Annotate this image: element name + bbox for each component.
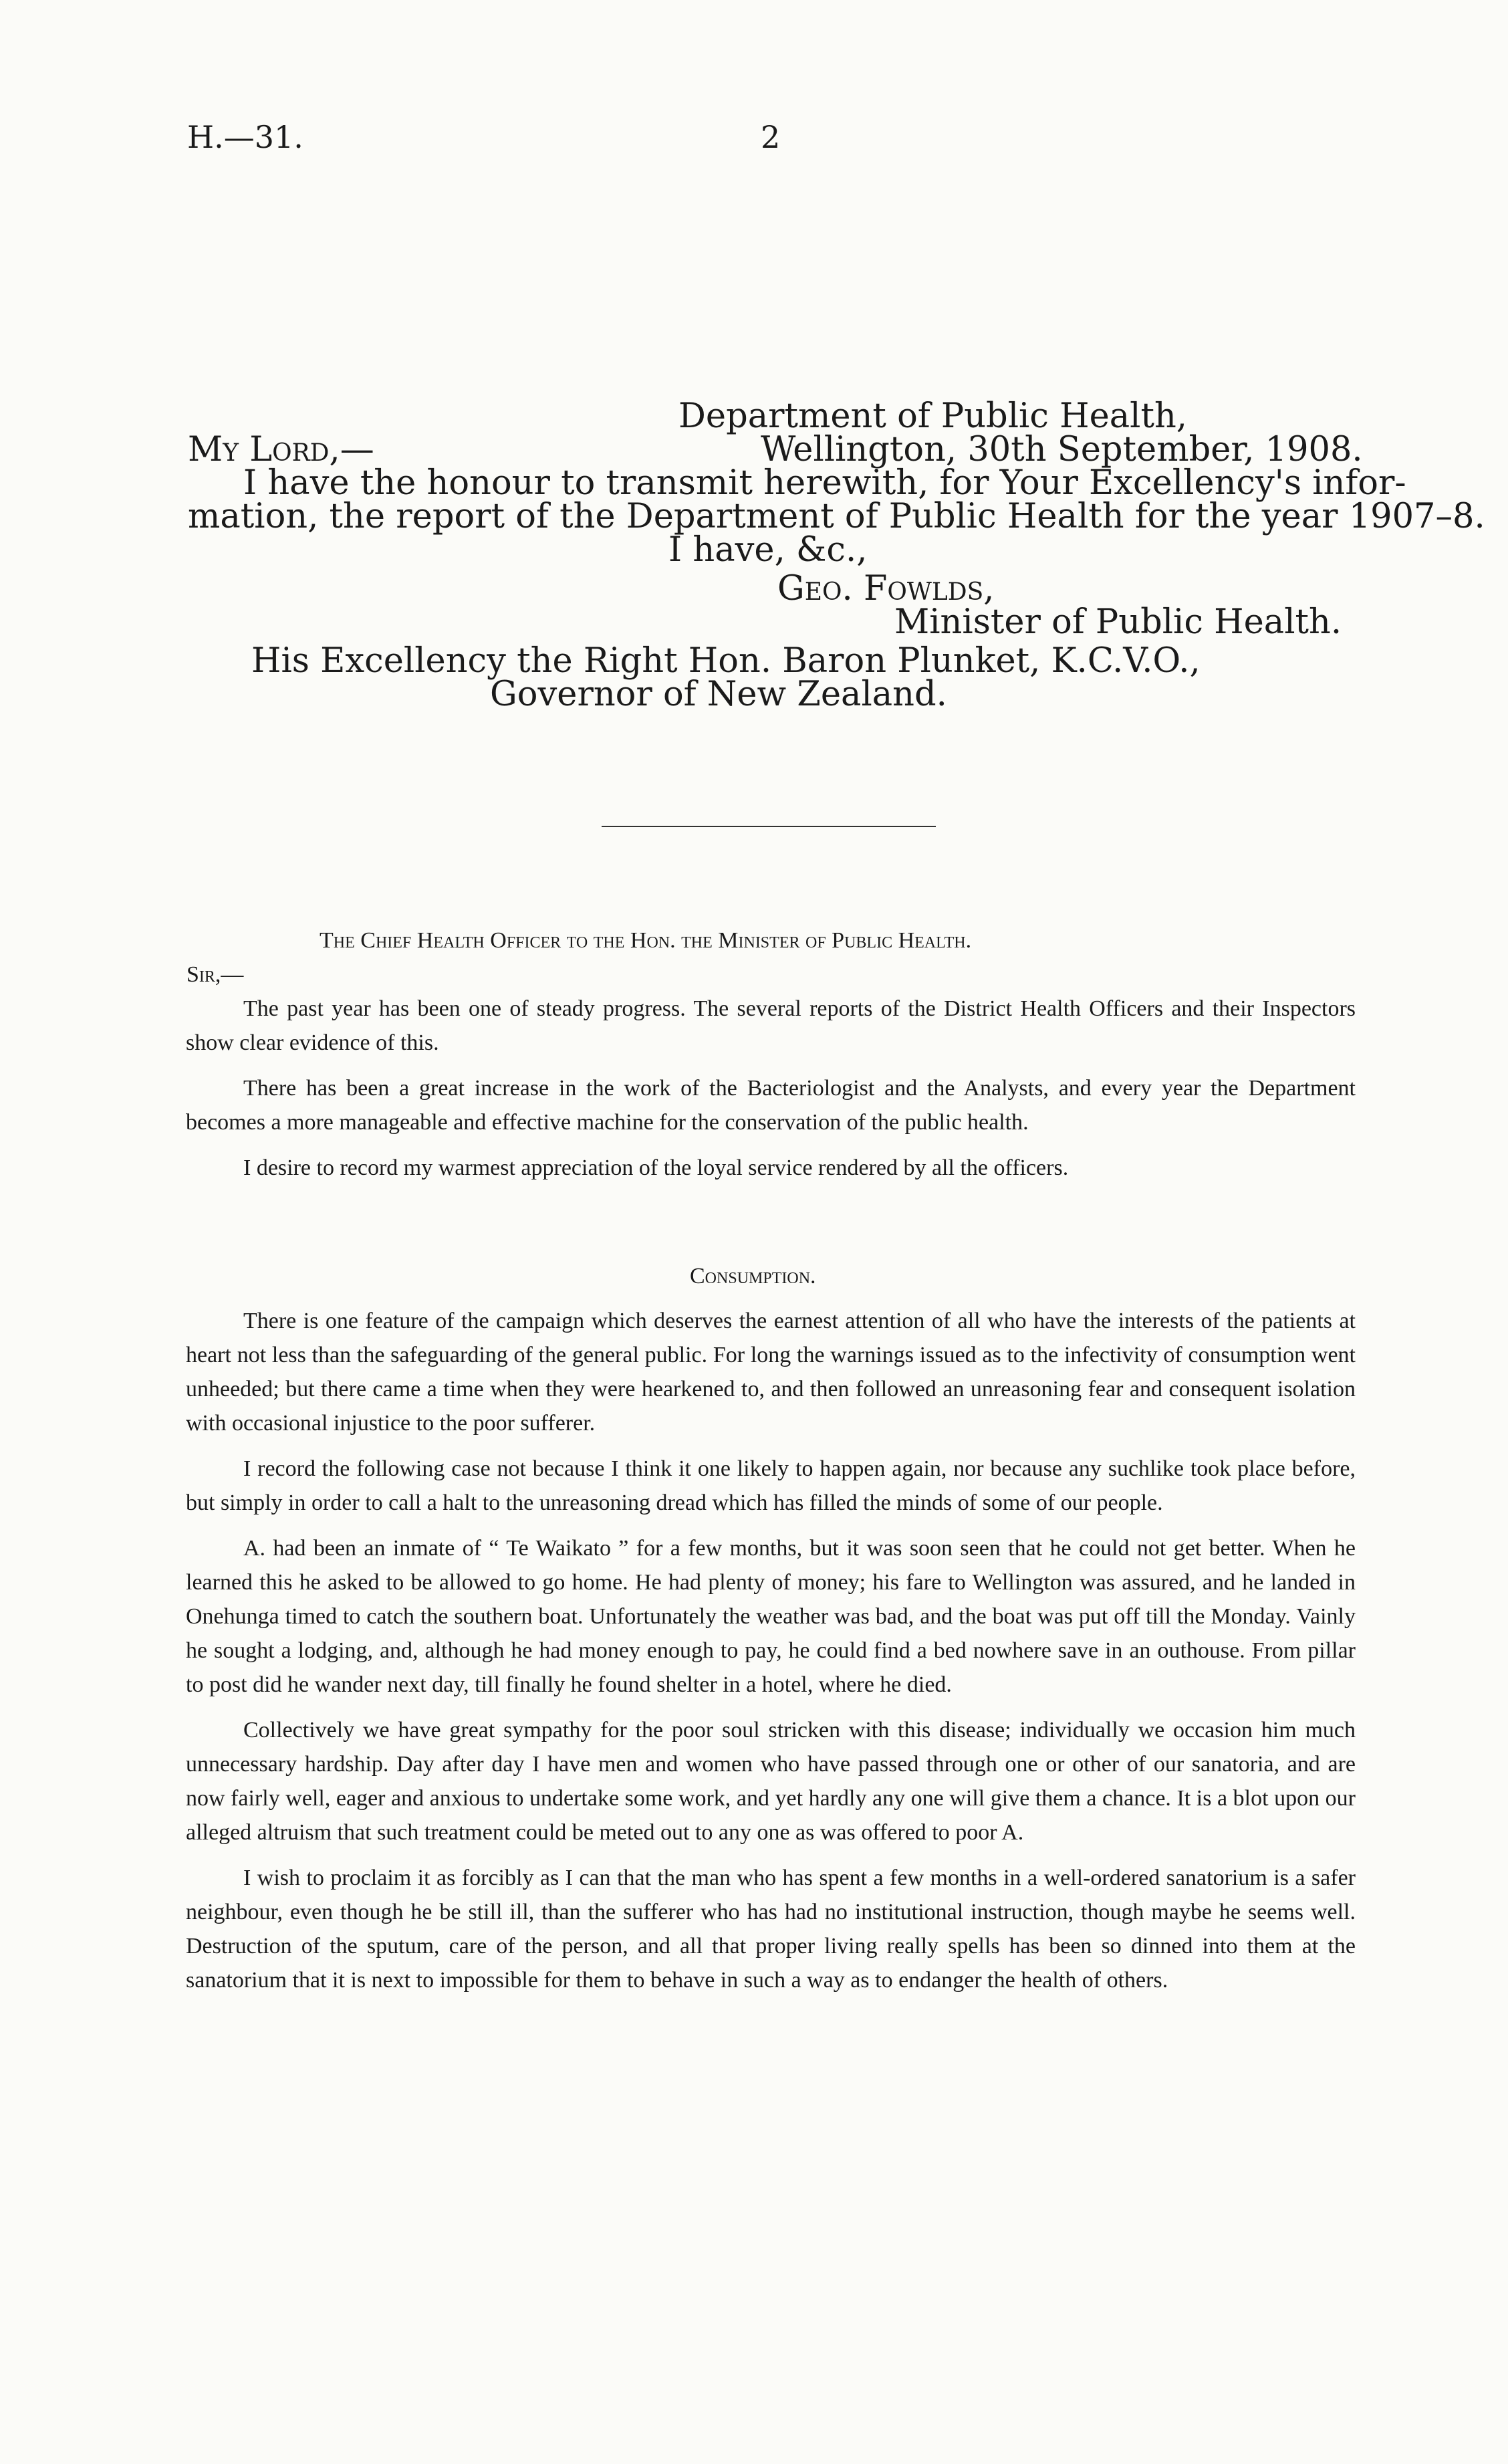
letter-addressee-title: Governor of New Zealand. [490, 675, 947, 714]
letter-addressee: His Excellency the Right Hon. Baron Plunket, K.C.V.O., [251, 641, 1201, 681]
letter-signature: Geo. Fowlds, [777, 569, 995, 608]
letter-line-2: mation, the report of the Department of Public Health for the year 1907–8. [188, 497, 1485, 536]
letter-salutation: My Lord,— [188, 430, 374, 469]
report-salutation: Sir,— [186, 962, 244, 987]
section-divider [602, 826, 936, 827]
letter-signature-title: Minister of Public Health. [894, 602, 1342, 642]
page-number: 2 [761, 119, 781, 155]
paragraph: There is one feature of the campaign which deserves the earnest attention of all who have the interests of the patients at heart not less than the safeguarding of the general public. For long the warnings issued as to the infectivity of consumption went unheeded; but there came a time when they were hearkened to, and then followed an unreasoning fear and consequent isolation with occasional injustice to the poor sufferer. [186, 1309, 1356, 1436]
section-heading: Consumption. [690, 1264, 816, 1289]
letter-line-1: I have the honour to transmit herewith, for Your Excellency's infor- [243, 463, 1406, 503]
report-intro [186, 992, 1356, 1196]
consumption-section [186, 1304, 1356, 2009]
paragraph: The past year has been one of steady progress. The several reports of the District Health Officers and their Inspectors show clear evidence of this. [186, 996, 1356, 1055]
paragraph: Collectively we have great sympathy for the poor soul stricken with this disease; individually we occasion him much unnecessary hardship. Day after day I have men and women who have passed through one or other of our sanatoria, and are now fairly well, eager and anxious to undertake some work, and yet hardly any one will give them a chance. It is a blot upon our alleged altruism that such treatment could be meted out to any one as was offered to poor A. [186, 1718, 1356, 1845]
paragraph: A. had been an inmate of “ Te Waikato ” for a few months, but it was soon seen that he could not get better. When he learned this he asked to be allowed to go home. He had plenty of money; his fare to Wellington was assured, and he landed in Onehunga timed to catch the southern boat. Unfortunately the weather was bad, and the boat was put off till the Monday. Vainly he sought a lodging, and, although he had money enough to pay, he could find a bed nowhere save in an outhouse. From pillar to post did he wander next day, till finally he found shelter in a hotel, where he died. [186, 1536, 1356, 1697]
paragraph: I record the following case not because I think it one likely to happen again, nor because any suchlike took place before, but simply in order to call a halt to the unreasoning dread which has filled the minds of some of our people. [186, 1456, 1356, 1515]
report-heading: The Chief Health Officer to the Hon. the Minister of Public Health. [320, 928, 972, 953]
letter-place-date: Wellington, 30th September, 1908. [761, 430, 1363, 469]
paragraph: There has been a great increase in the work of the Bacteriologist and the Analysts, and every year the Department becomes a more manageable and effective machine for the conservation of the public health. [186, 1076, 1356, 1135]
paragraph: I wish to proclaim it as forcibly as I can that the man who has spent a few months in a well-ordered sanatorium is a safer neighbour, even though he be still ill, than the sufferer who has had no institutional instruction, though maybe he seems well. Destruction of the sputum, care of the person, and all that proper living really spells has been so dinned into them at the sanatorium that it is next to impossible for them to behave in such a way as to endanger the health of others. [186, 1866, 1356, 1993]
letter-department: Department of Public Health, [678, 397, 1188, 436]
paragraph: I desire to record my warmest appreciation of the loyal service rendered by all the officers. [243, 1155, 1069, 1180]
document-reference: H.—31. [187, 119, 303, 155]
letter-closing: I have, &c., [668, 530, 868, 570]
